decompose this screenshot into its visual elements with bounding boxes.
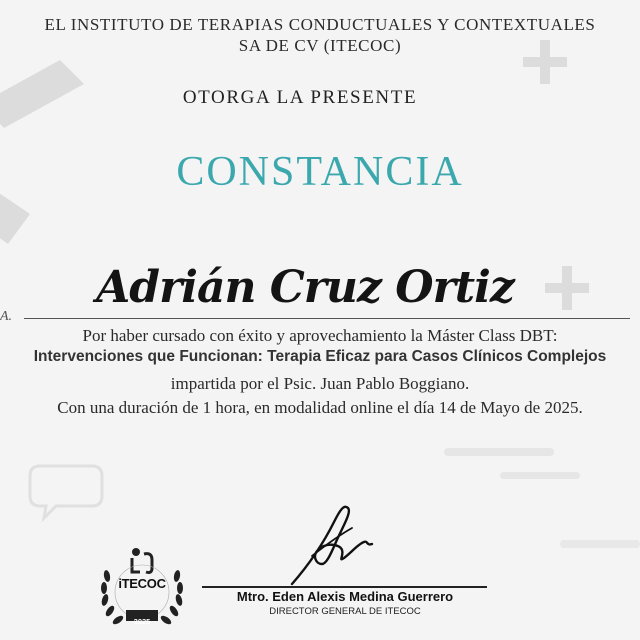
handwritten-signature xyxy=(282,498,392,590)
body-line-1: Por haber cursado con éxito y aprovechamiento la Máster Class DBT: xyxy=(82,326,558,345)
body-line-3: impartida por el Psic. Juan Pablo Boggiano. xyxy=(170,374,470,393)
signatory-title: DIRECTOR GENERAL DE ITECOC xyxy=(269,606,421,617)
itecoc-seal xyxy=(94,538,190,636)
recipient-name: Adrián Cruz Ortiz xyxy=(96,262,514,313)
signatory-name: Mtro. Eden Alexis Medina Guerrero xyxy=(236,589,454,604)
deco-bar xyxy=(500,472,580,479)
name-underline xyxy=(24,318,630,319)
grant-text: OTORGA LA PRESENTE xyxy=(182,87,418,108)
document-title: CONSTANCIA xyxy=(176,149,464,195)
institution-line-2: SA DE CV (ITECOC) xyxy=(238,36,402,55)
institution-line-1: EL INSTITUTO DE TERAPIAS CONDUCTUALES Y CONTEXTUALES xyxy=(44,15,596,34)
name-line-mark: A. xyxy=(0,309,13,324)
deco-bar xyxy=(444,448,554,456)
body-line-4: Con una duración de 1 hora, en modalidad online el día 14 de Mayo de 2025. xyxy=(57,398,583,417)
seal-wordmark: iTECOC xyxy=(118,576,166,591)
signature-line xyxy=(202,586,487,588)
deco-bar xyxy=(560,540,640,548)
deco-chat-bubble-icon xyxy=(30,466,102,518)
institution-name xyxy=(0,14,640,56)
itecoc-logo-mark xyxy=(132,548,152,573)
seal-year: 2025 xyxy=(133,617,151,626)
course-title: Intervenciones que Funcionan: Terapia Eficaz para Casos Clínicos Complejos xyxy=(33,348,607,365)
